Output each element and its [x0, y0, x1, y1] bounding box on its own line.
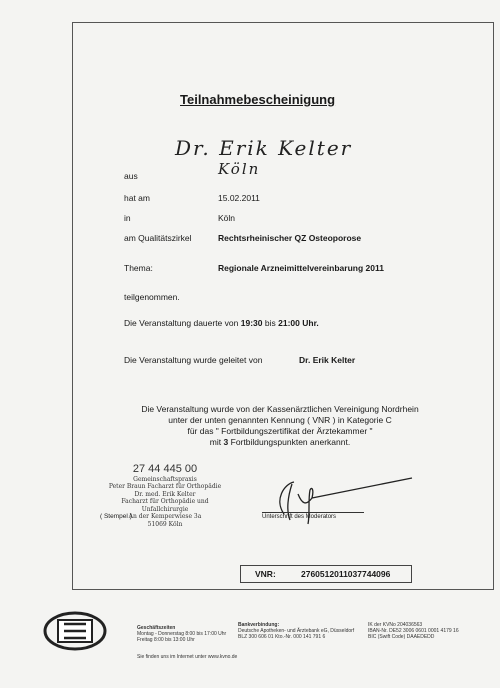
stamp-line: Facharzt für Orthopädie und Unfallchirurgie — [121, 498, 209, 513]
office-hours-line: Montag - Donnerstag 8:00 bis 17:00 Uhr — [137, 631, 227, 637]
recognition-line-4 — [100, 437, 460, 448]
office-hours-line: Freitag 8:00 bis 13:00 Uhr — [137, 637, 195, 643]
recognition-line-2 — [100, 415, 460, 426]
duration-to: 21:00 — [278, 318, 300, 328]
vnr-value: 2760512011037744096 — [301, 569, 391, 579]
stempel-label: ( Stempel ) — [100, 513, 132, 520]
topic-label: Thema: — [124, 263, 153, 273]
duration-suffix: Uhr. — [302, 318, 319, 328]
circle-label: am Qualitätszirkel — [124, 233, 192, 243]
ids-line: BIC (Swift Code) DAAEDEDD — [368, 634, 435, 640]
bank-line: Deutsche Apotheken- und Ärztebank eG, Düsseldorf — [238, 628, 355, 634]
footer-bank — [238, 622, 354, 640]
recognition-line-3: für das " Fortbildungszertifikat der Ärztekammer " — [187, 426, 373, 436]
stamp-line: Dr. med. Erik Kelter — [134, 490, 196, 498]
recognition-category: C — [385, 415, 392, 425]
recognition-block — [100, 404, 460, 448]
stamp-line: Gemeinschaftspraxis — [133, 475, 197, 483]
recognition-line-2-text: unter der unten genannten Kennung ( VNR ) in Kategorie — [168, 415, 384, 425]
signature-line — [262, 512, 364, 513]
duration-from: 19:30 — [240, 318, 263, 328]
in-value: Köln — [218, 213, 236, 223]
recognition-points: 3 — [223, 437, 229, 447]
office-hours-title: Geschäftszeiten — [137, 625, 176, 631]
kvno-logo — [42, 610, 108, 652]
document-title: Teilnahmebescheinigung — [180, 92, 336, 107]
bank-title: Bankverbindung: — [238, 622, 280, 628]
footer-internet: Sie finden uns im Internet unter www.kvno.de — [137, 654, 238, 660]
stamp-line: An der Kemperwiese 3a — [128, 513, 202, 520]
vnr-label: VNR: — [255, 569, 276, 579]
ids-line: IK der KVNo 204036563 — [368, 622, 423, 628]
moderator-text: Die Veranstaltung wurde geleitet von — [124, 355, 263, 365]
ids-line: IBAN-Nr. DE52 3006 0601 0001 4179 16 — [368, 628, 459, 634]
recognition-mit: mit — [209, 437, 222, 447]
circle-value: Rechtsrheinischer QZ Osteoporose — [218, 233, 362, 243]
date-label: hat am — [124, 193, 150, 203]
stamp-line: Peter Braun Facharzt für Orthopädie — [108, 483, 222, 490]
bank-line: BLZ 300 606 01 Kto.-Nr. 000 141 791 6 — [238, 634, 326, 640]
recognition-line-1: Die Veranstaltung wurde von der Kassenärztlichen Vereinigung Nordrhein — [141, 404, 419, 414]
footer-office-hours — [137, 625, 226, 643]
stamp-line: 51069 Köln — [147, 520, 183, 528]
duration-bis: bis — [264, 318, 276, 328]
signature-caption: Unterschrift des Moderators — [262, 514, 337, 520]
participant-name-handwritten: Dr. Erik Kelter — [175, 136, 353, 160]
recognition-line-4-text: Fortbildungspunkten anerkannt. — [230, 437, 351, 447]
duration-line — [124, 318, 319, 328]
in-label: in — [124, 213, 131, 223]
stamp-number: 27 44 445 00 — [132, 463, 198, 475]
participant-city-handwritten: Köln — [218, 160, 261, 178]
duration-prefix: Die Veranstaltung dauerte von — [124, 318, 239, 328]
date-value: 15.02.2011 — [218, 193, 260, 203]
moderator-name: Dr. Erik Kelter — [299, 355, 356, 365]
footer-ids — [368, 622, 459, 640]
topic-value: Regionale Arzneimittelvereinbarung 2011 — [218, 263, 384, 273]
vnr-box — [240, 565, 412, 583]
aus-label: aus — [124, 171, 138, 181]
teilgenommen-text: teilgenommen. — [124, 292, 180, 302]
